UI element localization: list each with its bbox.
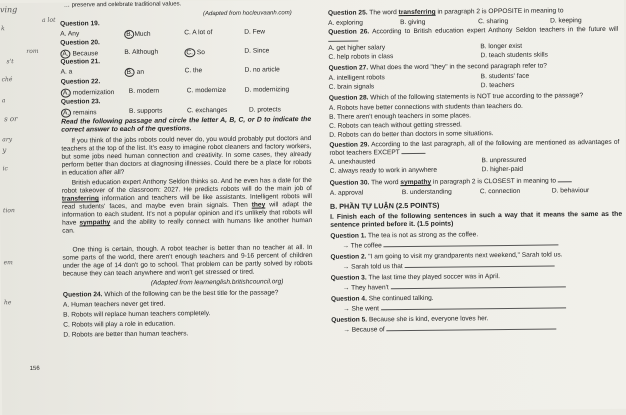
question-27: Question 27. What does the word "they" in the second paragraph refer to?	[328, 62, 547, 72]
q22-option-a[interactable]: A. modernization	[61, 88, 115, 98]
q27-option-d[interactable]: D. teachers	[480, 81, 515, 90]
answer-line	[381, 307, 566, 310]
q22-option-c[interactable]: C. modernize	[186, 86, 227, 95]
q19-option-b[interactable]: B. Much	[124, 30, 150, 39]
answer-circle: A.	[61, 89, 71, 98]
q24-option-d[interactable]: D. Robots are better than human teachers.	[63, 330, 189, 339]
q26-option-c[interactable]: C. help robots in class	[328, 53, 394, 61]
reading-instruction: Read the following passage and circle the letter A, B, C, or D to indicate the correct answer to each of the questions.	[61, 116, 312, 134]
margin-note: em	[3, 259, 13, 267]
question-29: Question 29. According to the last paragraph, all of the following are mentioned as advantages of robot teachers EXCEPT	[329, 138, 620, 157]
answer-line	[391, 286, 566, 289]
q20-option-d[interactable]: D. Since	[244, 47, 270, 55]
q23-option-b[interactable]: B. supports	[128, 107, 163, 115]
rewrite-answer-3[interactable]: → They haven't	[343, 282, 566, 292]
q26-option-a[interactable]: A. get higher salary	[328, 44, 386, 52]
q28-option-b[interactable]: B. There aren't enough teachers in some places.	[329, 112, 471, 121]
question-19-label: Question 19.	[60, 20, 100, 28]
passage-paragraph-1: If you think of the jobs robots could never do, you would probably put doctors and teachers at the top of the list. It's easy to imagine robot cleaners and factory workers, but some jobs need human connection and creativity. In some cases, they already perform better than doctors at diagnosing illnesses. Could there be a place for robots in education after all?	[61, 135, 312, 177]
q25-option-d[interactable]: D. keeping	[550, 17, 582, 25]
margin-note: ic	[2, 165, 8, 173]
q25-option-c[interactable]: C. sharing	[478, 17, 509, 26]
margin-note: he	[3, 299, 12, 307]
q19-option-c[interactable]: C. A lot of	[184, 29, 213, 37]
q30-option-c[interactable]: C. connection	[479, 187, 521, 196]
q25-option-a[interactable]: A. exploring	[328, 19, 363, 27]
margin-note: k	[1, 25, 5, 33]
answer-circle: B.	[125, 68, 135, 77]
section-b-heading: B. PHẦN TỰ LUẬN (2.5 POINTS)	[329, 200, 440, 211]
adapted-note: (Adapted from hocleuvaanh.com)	[202, 10, 292, 18]
q28-option-d[interactable]: D. Robots can do better than doctors in some situations.	[329, 130, 494, 139]
answer-circle: C.	[184, 48, 195, 57]
q30-option-b[interactable]: B. understanding	[401, 188, 452, 197]
passage-paragraph-3: One thing is certain, though. A robot teacher is better than no teacher at all. In some parts of the world, there aren't enough teachers and 9-16 percent of children under the age of 14 don't go to school. That problem can be partly solved by robots because they can teach anywhere and won't get stressed or tired.	[62, 244, 313, 278]
top-fragment: … preserve and celebrate traditional values.	[63, 1, 182, 9]
passage-paragraph-2: British education expert Anthony Seldon thinks so. And he even has a date for the robot takeover of the classroom: 2027. He predicts robots will do the main job of transferring information and teachers will be like assistants. Intelligent robots will read students' faces, and maybe even brain signals. Then they will adapt the information to each student. It's not a popular opinion and it's unlikely that robots will have sympathy and the ability to really connect with humans like another human can.	[61, 177, 313, 235]
question-24: Question 24. Which of the following can be the best title for the passage?	[62, 289, 279, 299]
q23-option-c[interactable]: C. exchanges	[186, 106, 228, 115]
rewrite-answer-5[interactable]: → Because of	[343, 324, 556, 334]
question-25: Question 25. The word transferring in paragraph 2 is OPPOSITE in meaning to	[327, 7, 564, 17]
q21-option-c[interactable]: C. the	[184, 67, 203, 75]
underlined-word-they: they	[251, 201, 266, 209]
page-number: 156	[29, 365, 40, 372]
q19-option-a[interactable]: A. Any	[60, 30, 80, 38]
q20-option-c[interactable]: C. So	[184, 48, 205, 57]
margin-note: tion	[2, 207, 15, 215]
q30-option-d[interactable]: D. behaviour	[551, 187, 590, 195]
underlined-word-sympathy: sympathy	[79, 219, 111, 227]
q28-option-a[interactable]: A. Robots have better connections with students than teachers do.	[328, 102, 523, 112]
answer-line	[384, 244, 559, 247]
q28-option-c[interactable]: C. Robots can teach without getting stressed.	[329, 121, 462, 130]
q21-option-d[interactable]: D. no article	[244, 66, 280, 74]
answer-circle: A.	[60, 50, 70, 59]
rewrite-answer-4[interactable]: → She went	[343, 303, 566, 313]
question-28: Question 28. Which of the following statements is NOT true according to the passage?	[328, 92, 584, 102]
q24-option-a[interactable]: A. Human teachers never get tired.	[62, 300, 166, 309]
answer-circle: B.	[124, 30, 134, 39]
q24-option-c[interactable]: C. Robots will play a role in education.	[63, 320, 176, 329]
section-i-instruction: I. Finish each of the following sentences in such a way that it means the same as the sentence printed before it. (1.5 points)	[330, 210, 623, 229]
q26-option-d[interactable]: D. teach students skills	[480, 51, 548, 60]
underlined-word-transferring: transferring	[61, 195, 99, 203]
margin-note: rom	[26, 47, 39, 55]
answer-line	[387, 328, 557, 331]
answer-line	[405, 265, 555, 268]
q22-option-d[interactable]: D. modernizing	[244, 86, 290, 94]
q25-option-b[interactable]: B. giving	[400, 18, 426, 27]
q19-option-d[interactable]: D. Few	[244, 28, 266, 36]
rewrite-answer-2[interactable]: → Sarah told us that	[343, 261, 555, 271]
margin-note: a lot	[42, 16, 56, 24]
q27-option-b[interactable]: B. students' face	[480, 72, 530, 81]
question-26: Question 26. According to British education expert Anthony Seldon teachers in the future will	[328, 26, 618, 45]
q22-option-b[interactable]: B. modern	[128, 87, 160, 95]
margin-note: ché	[1, 76, 13, 84]
q29-option-c[interactable]: C. always ready to work in anywhere	[329, 166, 438, 175]
q24-option-b[interactable]: B. Robots will replace human teachers completely.	[63, 310, 211, 319]
question-20-label: Question 20.	[60, 39, 100, 47]
q27-option-c[interactable]: C. brain signals	[328, 83, 375, 91]
question-21-label: Question 21.	[60, 58, 101, 66]
rewrite-question-4: Question 4. She continued talking.	[330, 294, 434, 303]
q26-option-b[interactable]: B. longer exist	[480, 42, 523, 51]
margin-note: a	[1, 97, 6, 105]
margin-note: s or	[4, 115, 18, 124]
margin-note: ving	[0, 5, 18, 15]
answer-blank	[558, 181, 572, 182]
rewrite-answer-1[interactable]: → The coffee	[342, 240, 558, 250]
rewrite-question-5: Question 5. Because she is kind, everyone loves her.	[331, 315, 489, 324]
q29-option-d[interactable]: D. higher-paid	[481, 165, 524, 174]
q21-option-b[interactable]: B. an	[125, 68, 145, 77]
q20-option-b[interactable]: B. Although	[124, 48, 159, 56]
passage-source: (Adapted from learnenglish.britishcouncil.org)	[150, 278, 284, 287]
q20-option-a[interactable]: A. Because	[60, 49, 98, 58]
question-22-label: Question 22.	[60, 78, 101, 86]
q23-option-a[interactable]: A. remains	[61, 108, 97, 117]
right-column	[328, 0, 626, 412]
q30-option-a[interactable]: A. approval	[329, 189, 364, 197]
rewrite-question-1: Question 1. The tea is not as strong as the coffee.	[330, 231, 479, 240]
answer-blank	[328, 41, 358, 42]
margin-note: ary	[2, 136, 13, 144]
q27-option-a[interactable]: A. intelligent robots	[328, 74, 385, 82]
q29-option-b[interactable]: B. unpressured	[481, 156, 527, 165]
answer-blank	[402, 153, 426, 154]
q21-option-a[interactable]: A. a	[60, 68, 73, 76]
rewrite-question-3: Question 3. The last time they played soccer was in April.	[330, 273, 500, 282]
margin-note: y	[2, 146, 7, 155]
question-23-label: Question 23.	[60, 98, 101, 106]
q23-option-d[interactable]: D. protects	[248, 106, 281, 114]
rewrite-question-2: Question 2. "I am going to visit my grandparents next weekend," Sarah told us.	[330, 251, 563, 261]
question-30: Question 30. The word sympathy in paragraph 2 is CLOSEST in meaning to	[330, 177, 572, 188]
answer-circle: A.	[61, 109, 71, 118]
q29-option-a[interactable]: A. unexhausted	[329, 158, 376, 166]
margin-note: s't	[6, 58, 14, 66]
